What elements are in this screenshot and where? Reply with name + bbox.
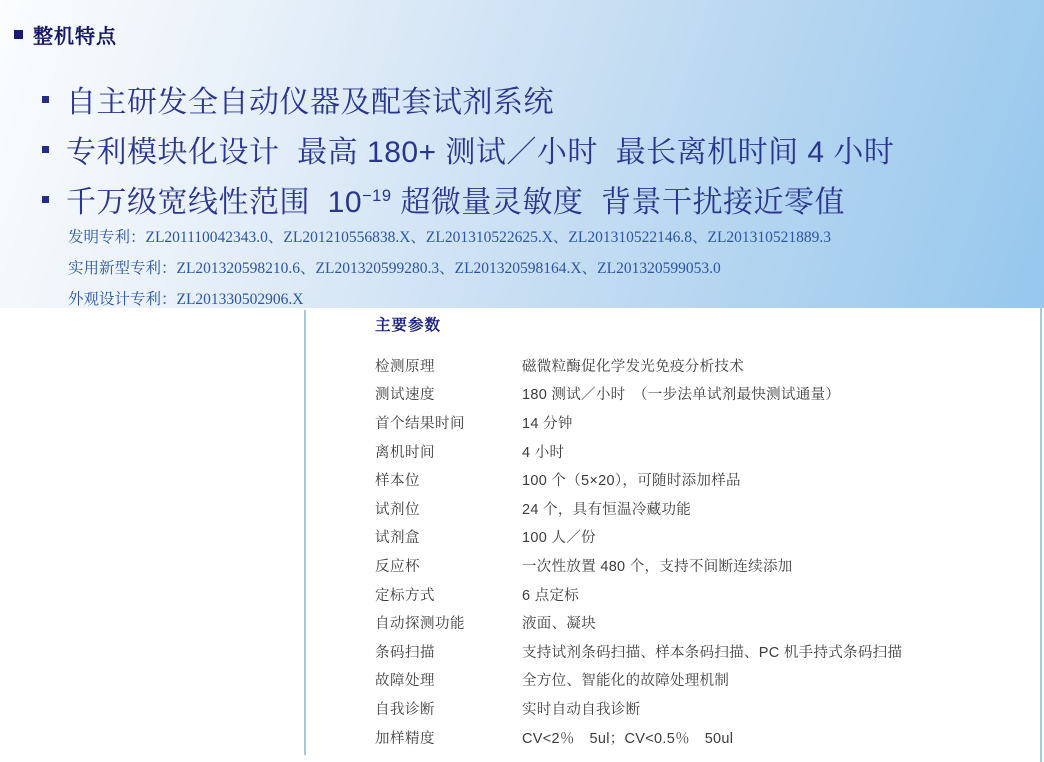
parameters-heading: 主要参数 (375, 317, 442, 334)
table-row (375, 637, 1025, 666)
row-value: 100 人／份 (522, 530, 596, 547)
table-row (375, 608, 1025, 637)
patent-line-utility: 实用新型专利：ZL201320598210.6、ZL201320599280.3、ZL201320598164.X、ZL201320599053.0 (68, 260, 721, 277)
table-row (375, 523, 1025, 552)
row-label: 加样精度 (375, 730, 435, 747)
feature-bullet-3 (42, 174, 894, 224)
row-value: 液面、凝块 (522, 616, 596, 633)
parameters-panel (375, 313, 1025, 751)
row-value: 24 个，具有恒温冷藏功能 (522, 501, 692, 518)
patent-list (68, 222, 831, 315)
row-value: 100 个（5×20），可随时添加样品 (522, 473, 741, 490)
row-label: 检测原理 (375, 358, 435, 375)
row-label: 定标方式 (375, 587, 435, 604)
feature-bullet-1 (42, 74, 894, 124)
square-bullet-icon (14, 30, 23, 39)
table-row (375, 494, 1025, 523)
feature-bullet-text: 自主研发全自动仪器及配套试剂系统 (66, 86, 554, 119)
row-value: 磁微粒酶促化学发光免疫分析技术 (522, 358, 744, 375)
row-label: 条码扫描 (375, 644, 435, 661)
row-value: 一次性放置 480 个，支持不间断连续添加 (522, 558, 793, 575)
row-label: 测试速度 (375, 387, 435, 404)
feature-bullet-list (42, 74, 894, 224)
row-label: 样本位 (375, 473, 420, 490)
parameters-table (375, 351, 1025, 751)
feature-bullet-text: 专利模块化设计 最高 180+ 测试／小时 最长离机时间 4 小时 (66, 136, 895, 169)
left-divider (304, 310, 306, 755)
table-row (375, 551, 1025, 580)
row-value: 4 小时 (522, 444, 565, 461)
page-title: 整机特点 (33, 26, 117, 48)
dot-bullet-icon (42, 196, 49, 203)
row-value: 支持试剂条码扫描、样本条码扫描、PC 机手持式条码扫描 (522, 644, 903, 661)
row-value: CV<2％ 5ul；CV<0.5％ 50ul (522, 730, 734, 747)
hero-gradient (0, 0, 1044, 308)
section-heading (14, 20, 117, 49)
table-row (375, 723, 1025, 752)
table-row (375, 666, 1025, 695)
dot-bullet-icon (42, 96, 49, 103)
row-label: 故障处理 (375, 673, 435, 690)
row-value: 14 分钟 (522, 415, 573, 432)
table-row (375, 580, 1025, 609)
row-label: 反应杯 (375, 558, 420, 575)
table-row (375, 351, 1025, 380)
feature-bullet-2 (42, 124, 894, 174)
right-divider (1040, 306, 1042, 762)
dot-bullet-icon (42, 146, 49, 153)
patent-line-design: 外观设计专利：ZL201330502906.X (68, 291, 304, 308)
row-label: 试剂盒 (375, 530, 420, 547)
row-value: 180 测试／小时 （一步法单试剂最快测试通量） (522, 387, 841, 404)
row-label: 试剂位 (375, 501, 420, 518)
row-label: 首个结果时间 (375, 415, 465, 432)
row-label: 自动探测功能 (375, 616, 465, 633)
row-value: 全方位、智能化的故障处理机制 (522, 673, 730, 690)
table-row (375, 694, 1025, 723)
table-row (375, 380, 1025, 409)
row-label: 自我诊断 (375, 701, 435, 718)
patent-line-invention: 发明专利：ZL201110042343.0、ZL201210556838.X、ZL201310522625.X、ZL201310522146.8、ZL201310521889.3 (68, 229, 832, 246)
table-row (375, 408, 1025, 437)
row-label: 离机时间 (375, 444, 435, 461)
table-row (375, 437, 1025, 466)
row-value: 实时自动自我诊断 (522, 701, 641, 718)
feature-bullet-text: 千万级宽线性范围 $10^{-19}$ 超微量灵敏度 背景干扰接近零值 (66, 186, 846, 219)
row-value: 6 点定标 (522, 587, 580, 604)
table-row (375, 465, 1025, 494)
